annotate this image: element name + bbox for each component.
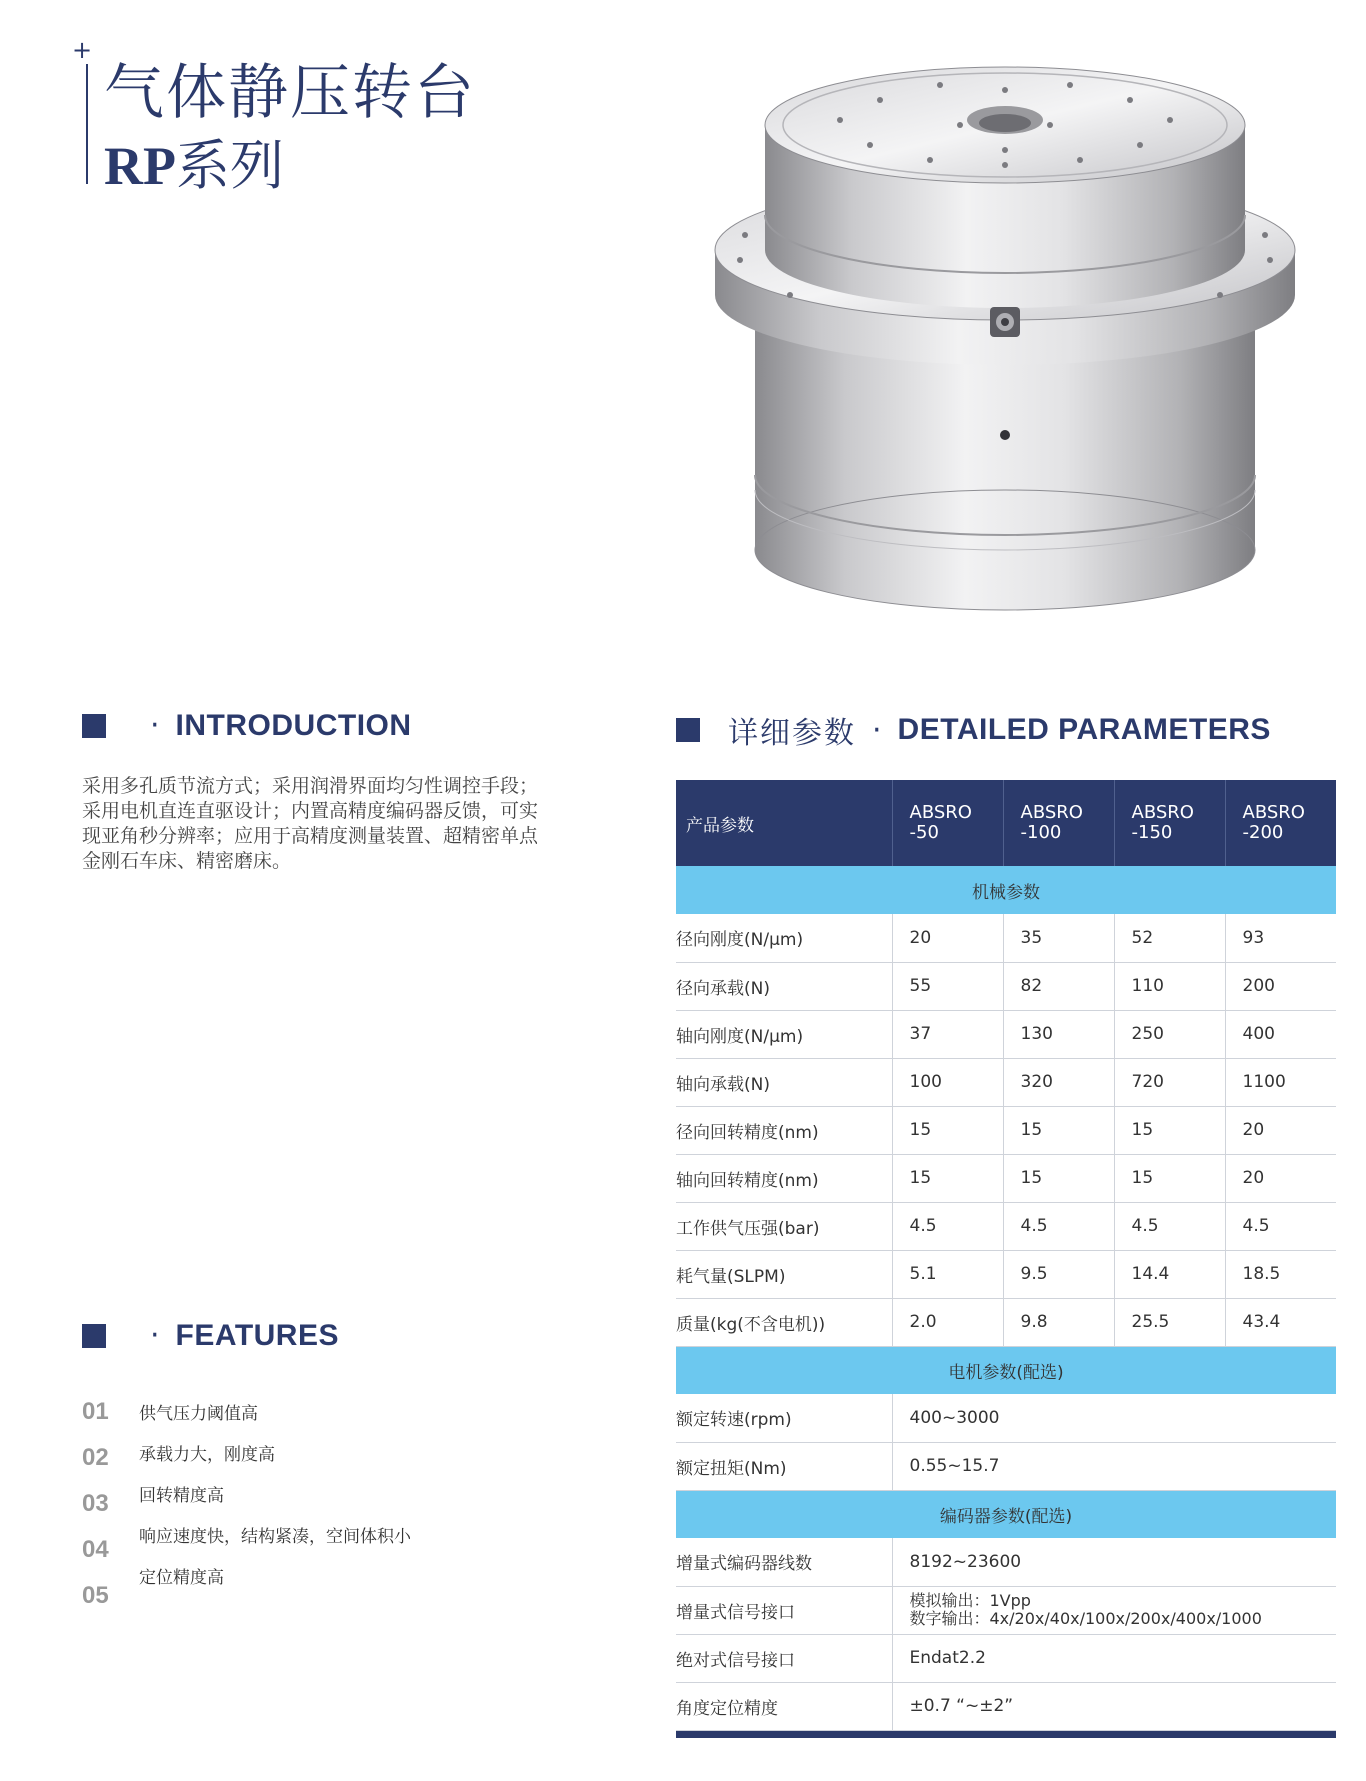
table-row: 额定转速(rpm) 400~3000 [676,1394,1336,1442]
table-row: 轴向回转精度(nm) 15 15 15 20 [676,1154,1336,1202]
feature-label: 定位精度高 [139,1568,224,1588]
feature-label: 承载力大，刚度高 [139,1445,275,1465]
table-row: 轴向刚度(N/μm) 37 130 250 400 [676,1010,1336,1058]
table-row: 角度定位精度 ±0.7 “~±2” [676,1682,1336,1730]
table-bottom-bar [676,1730,1336,1738]
feature-label: 响应速度快，结构紧凑，空间体积小 [139,1527,411,1547]
feature-label: 供气压力阈值高 [139,1404,258,1424]
section-square-icon [82,1324,106,1348]
table-row: 增量式信号接口 模拟输出：1Vpp 数字输出：4x/20x/40x/100x/200x/400x/1000 [676,1586,1336,1634]
feature-label: 回转精度高 [139,1486,224,1506]
table-row: 工作供气压强(bar) 4.5 4.5 4.5 4.5 [676,1202,1336,1250]
band-label: 编码器参数(配选) [676,1490,1336,1538]
band-label: 机械参数 [676,866,1336,914]
table-row: 增量式编码器线数 8192~23600 [676,1538,1336,1586]
parameters-heading-cn: 详细参数 [728,716,856,751]
table-row: 质量(kg(不含电机)) 2.0 9.8 25.5 43.4 [676,1298,1336,1346]
table-row: 耗气量(SLPM) 5.1 9.5 14.4 18.5 [676,1250,1336,1298]
title-accent-bar [86,64,88,184]
series-code: RP [104,136,176,196]
header-label: 产品参数 [676,780,892,866]
feature-number: 02 [82,1444,109,1471]
table-row: 额定扭矩(Nm) 0.55~15.7 [676,1442,1336,1490]
feature-number: 01 [82,1398,109,1425]
table-row: 轴向承载(N) 100 320 720 1100 [676,1058,1336,1106]
table-header-row [676,780,1336,866]
model-header: ABSRO -150 [1114,780,1225,866]
table-row: 径向回转精度(nm) 15 15 15 20 [676,1106,1336,1154]
plus-mark: + [72,36,93,64]
table-row: 径向刚度(N/μm) 20 35 52 93 [676,914,1336,962]
encoder-band-row [676,1490,1336,1538]
parameters-heading-en: DETAILED PARAMETERS [897,713,1271,746]
table-row: 径向承载(N) 55 82 110 200 [676,962,1336,1010]
heading-dot: · [872,712,882,748]
model-header: ABSRO -200 [1225,780,1336,866]
feature-number: 03 [82,1490,109,1517]
section-square-icon [676,718,700,742]
heading-dot: · [150,708,160,743]
model-header: ABSRO -50 [892,780,1003,866]
introduction-text: 采用多孔质节流方式；采用润滑界面均匀性调控手段；采用电机直连直驱设计；内置高精度编码器反馈，可实现亚角秒分辨率；应用于高精度测量装置、超精密单点金刚石车床、精密磨床。 [82,775,539,872]
mechanical-band-row [676,866,1336,914]
series-title [104,134,284,198]
table-row: 绝对式信号接口 Endat2.2 [676,1634,1336,1682]
band-label: 电机参数(配选) [676,1346,1336,1394]
features-heading [82,1318,339,1353]
introduction-heading-en: INTRODUCTION [175,708,412,742]
model-header: ABSRO -100 [1003,780,1114,866]
section-square-icon [82,714,106,738]
motor-band-row [676,1346,1336,1394]
parameters-heading [676,708,1271,752]
heading-dot: · [150,1318,160,1353]
features-heading-en: FEATURES [175,1318,339,1352]
page-title: 气体静压转台 [104,58,476,128]
feature-number: 04 [82,1536,109,1563]
air-bearing-rotary-table-image [700,45,1310,630]
introduction-heading [82,708,412,743]
feature-number: 05 [82,1582,109,1609]
series-word: 系列 [175,134,284,197]
parameters-table [676,780,1336,1738]
